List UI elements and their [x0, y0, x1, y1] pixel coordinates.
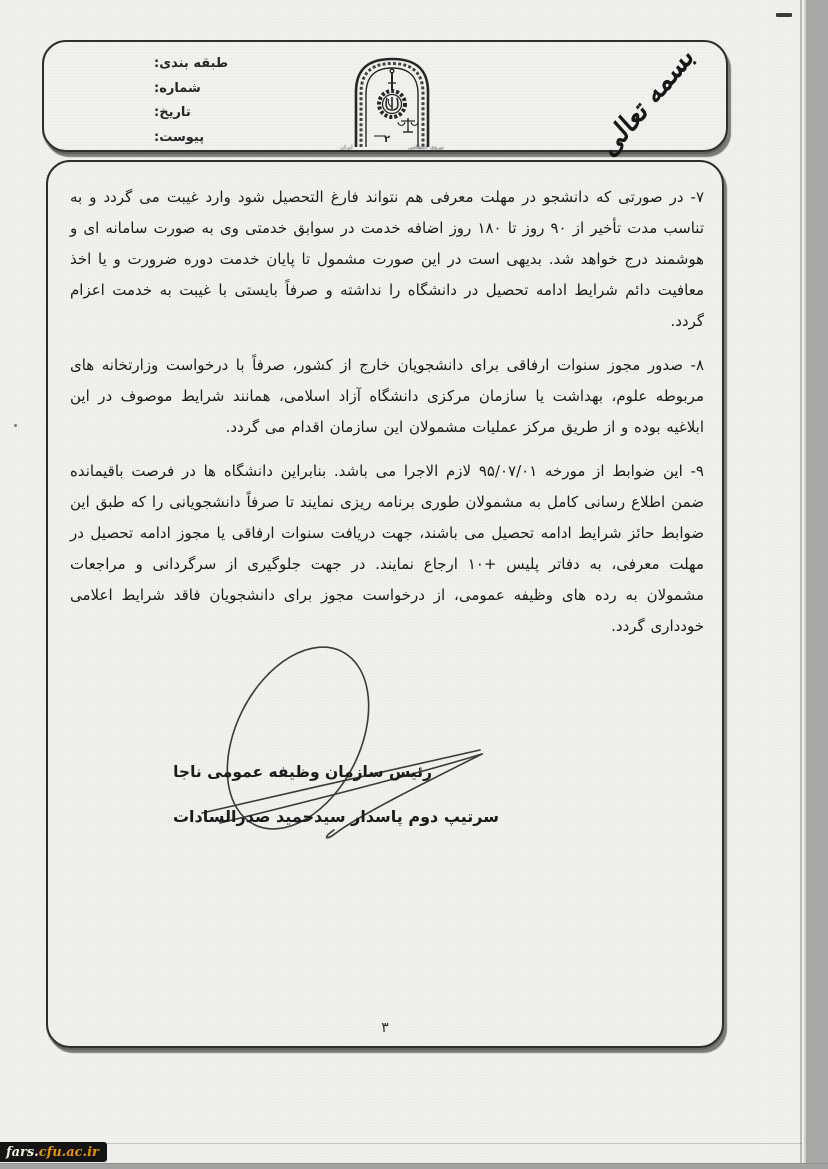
letter-body-box: [46, 160, 724, 1048]
site-watermark: [0, 1142, 107, 1162]
emblem-caption-right: نیروی انتظامی: [407, 144, 444, 151]
scan-artifact-dash: [776, 13, 792, 17]
signer-name: سرتیپ دوم پاسدار سیدحمید صدرالسادات: [172, 807, 499, 826]
paragraph-8: ۸- صدور مجوز سنوات ارفاقی برای دانشجویان خارج از کشور، صرفاً با درخواست وزارتخانه های مربوطه علوم، بهداشت یا سازمان مرکزی دانشگاه آزاد اسلامی، همانند شرایط موصوف در این ابلاغیه بوده و از طریق مرکز عملیات مشمولان این سازمان اقدام می گردد.: [70, 356, 704, 436]
scan-artifact-speck: [14, 424, 17, 427]
scan-fold-line: [0, 1143, 802, 1144]
letter-body-text: [48, 162, 722, 885]
field-number: شماره:: [154, 80, 201, 96]
bismillah-text: بسمه تعالی: [594, 39, 700, 164]
emblem-number-glyph: ۲: [384, 134, 391, 145]
emblem-captions: [340, 144, 444, 151]
watermark-prefix: fars.: [6, 1144, 39, 1160]
scan-bottom-edge: [0, 1163, 828, 1169]
letterhead-box: [42, 39, 728, 164]
scan-edge-band: [804, 0, 828, 1169]
signer-title: رئیس سازمان وظیفه عمومی ناجا: [173, 763, 432, 781]
bismillah-calligraphy: [544, 39, 714, 164]
field-date: تاریخ:: [154, 105, 191, 120]
page-number: ۳: [381, 1020, 389, 1036]
letterhead-fields: [154, 52, 319, 150]
watermark-suffix: cfu.ac.ir: [38, 1144, 99, 1160]
emblem-caption-left: ایران: [340, 144, 353, 151]
paragraph-7: ۷- در صورتی که دانشجو در مهلت معرفی هم نتواند فارغ التحصیل شود وارد غیبت می گردد و به تناسب مدت تأخیر از ۹۰ روز تا ۱۸۰ روز اضافه خدمت در سوابق خدمتی وی به صورت سامانه ای و هوشمند درج خواهد شد. بدیهی است در این صورت مشمول تا پایان خدمت دوره ضرورت و یا اخذ معافیت دائم شرایط ادامه تحصیل در دانشگاه را نداشته و صرفاً بایستی با غیبت به خدمت اعزام گردد.: [70, 188, 705, 330]
field-classification: طبقه بندی:: [154, 56, 229, 71]
paragraph-9: ۹- این ضوابط از مورخه ۹۵/۰۷/۰۱ لازم الاجرا می باشد. بنابراین دانشگاه ها در فرصت باقیمانده ضمن اطلاع رسانی کامل به مشمولان طوری برنامه ریزی نمایند تا صرفاً دانشجویانی را که طبق این ضوابط حائز شرایط ادامه تحصیل می باشند، جهت دریافت سنوات ارفاقی یا مجوز ادامه تحصیل در مهلت معرفی، به دفاتر پلیس +۱۰ ارجاع نمایند. در جهت جلوگیری از سرگردانی و مراجعات مشمولان به رده های وظیفه عمومی، از درخواست مجوز برای دانشجویان فاقد شرایط اعلامی خودداری گردد.: [70, 462, 704, 635]
signature-block: [70, 655, 704, 885]
field-attachment: پیوست:: [154, 129, 205, 145]
naja-emblem-icon: [340, 52, 444, 150]
